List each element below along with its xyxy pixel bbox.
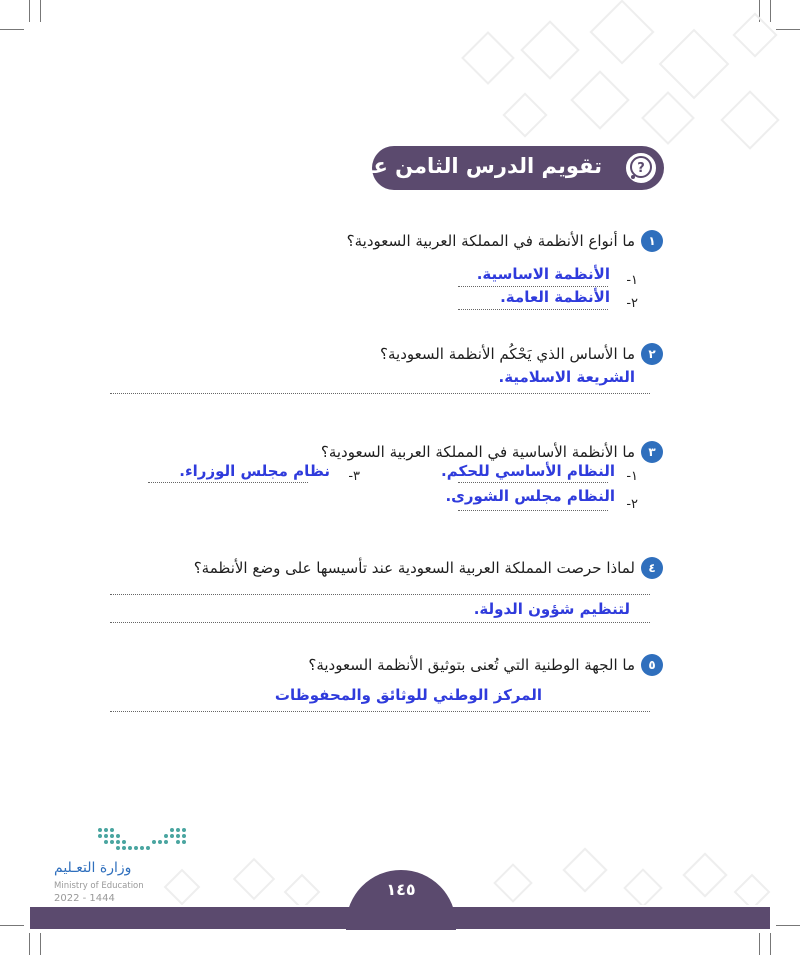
question-number-badge: ٤ <box>641 557 663 579</box>
answer-line <box>110 594 650 595</box>
answer-marker: ١- <box>626 273 638 288</box>
answer-text: المركز الوطني للوثائق والمحفوظات <box>274 686 542 704</box>
question-number-badge: ١ <box>641 230 663 252</box>
page-number: ١٤٥ <box>386 880 416 899</box>
question-number-badge: ٣ <box>641 441 663 463</box>
crop-mark <box>40 933 41 955</box>
question-text: ما الأنظمة الأساسية في المملكة العربية السعودية؟ <box>320 443 635 461</box>
answer-line <box>458 482 608 483</box>
answer-line <box>110 393 650 394</box>
decorative-diamonds-bottom <box>150 845 800 905</box>
footer-bar <box>30 907 770 929</box>
crop-mark <box>776 925 800 926</box>
lesson-title-bar <box>339 146 664 190</box>
crop-mark <box>40 0 41 22</box>
answer-text: الشريعة الاسلامية. <box>498 368 635 386</box>
answer-text: النظام مجلس الشورى. <box>445 487 615 505</box>
answer-text: الأنظمة الاساسية. <box>476 265 610 283</box>
question-text: ما أنواع الأنظمة في المملكة العربية السعودية؟ <box>346 232 635 250</box>
crop-mark <box>759 933 760 955</box>
question-text: ما الجهة الوطنية التي تُعنى بتوثيق الأنظمة السعودية؟ <box>308 656 635 674</box>
answer-text: النظام الأساسي للحكم. <box>441 462 615 480</box>
crop-mark <box>0 29 24 30</box>
question-number-badge: ٥ <box>641 654 663 676</box>
lesson-title: تقويم الدرس الثامن عشر <box>339 154 602 178</box>
ministry-name-arabic: وزارة التعـليم <box>54 860 132 876</box>
answer-line <box>148 482 308 483</box>
answer-text: الأنظمة العامة. <box>500 288 610 306</box>
answer-marker: ٢- <box>626 497 638 512</box>
question-number-badge: ٢ <box>641 343 663 365</box>
answer-marker: ١- <box>626 469 638 484</box>
question-text: ما الأساس الذي يَحْكُم الأنظمة السعودية؟ <box>380 345 635 363</box>
question-bubble-icon <box>624 151 658 185</box>
svg-text:?: ? <box>637 161 645 176</box>
answer-line <box>458 309 608 310</box>
answer-text: نظام مجلس الوزراء. <box>179 462 330 480</box>
answer-line <box>110 711 650 712</box>
crop-mark <box>770 933 771 955</box>
answer-text: لتنظيم شؤون الدولة. <box>473 600 630 618</box>
ministry-name-english: Ministry of Education <box>54 881 144 891</box>
decorative-diamonds-top <box>430 0 800 170</box>
ministry-logo-icon <box>96 826 188 856</box>
answer-line <box>458 286 608 287</box>
crop-mark <box>29 0 30 22</box>
ministry-year: 2022 - 1444 <box>54 893 115 904</box>
crop-mark <box>29 933 30 955</box>
answer-line <box>110 622 650 623</box>
question-text: لماذا حرصت المملكة العربية السعودية عند تأسيسها على وضع الأنظمة؟ <box>193 559 635 577</box>
answer-marker: ٢- <box>626 296 638 311</box>
crop-mark <box>0 925 24 926</box>
answer-marker: ٣- <box>348 469 360 484</box>
answer-line <box>458 510 608 511</box>
